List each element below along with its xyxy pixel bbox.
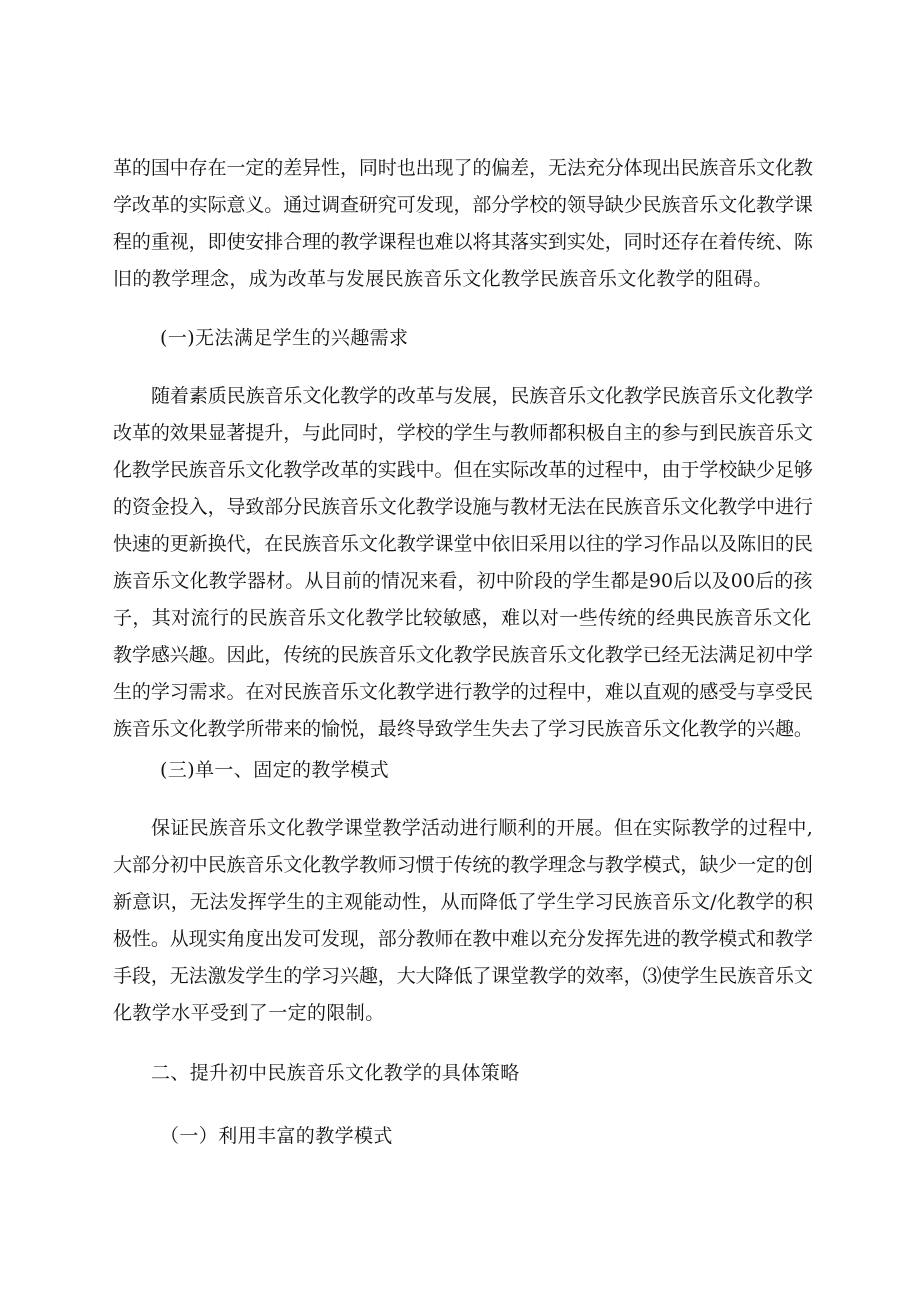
text-line: 学改革的实际意义。通过调查研究可发现，部分学校的领导缺少民族音乐文化教学课 xyxy=(113,194,813,216)
paragraph-3 xyxy=(113,810,813,1032)
text-line: 的资金投入，导致部分民族音乐文化教学设施与教材无法在民族音乐文化教学中进行 xyxy=(113,496,813,518)
text-line: 改革的效果显著提升，与此同时，学校的学生与教师都积极自主的参与到民族音乐文 xyxy=(113,422,813,444)
text-line: 手段，无法激发学生的学习兴趣，大大降低了课堂教学的效率，⑶使学生民族音乐文 xyxy=(113,965,813,987)
text-line: 随着素质民族音乐文化教学的改革与发展，民族音乐文化教学民族音乐文化教学 xyxy=(151,385,814,407)
text-line: 化教学民族音乐文化教学改革的实践中。但在实际改革的过程中，由于学校缺少足够 xyxy=(113,459,813,481)
text-line: 极性。从现实角度出发可发现，部分教师在教中难以充分发挥先进的教学模式和教学 xyxy=(113,928,813,950)
text-line: 保证民族音乐文化教学课堂教学活动进行顺利的开展。但在实际教学的过程中, xyxy=(151,817,814,839)
text-line: 子，其对流行的民族音乐文化教学比较敏感，难以对一些传统的经典民族音乐文化 xyxy=(113,607,812,629)
section-heading-3: 二、提升初中民族音乐文化教学的具体策略 xyxy=(151,1062,520,1084)
text-line: 程的重视，即使安排合理的教学课程也难以将其落实到实处，同时还存在着传统、陈 xyxy=(113,231,813,253)
text-line: 族音乐文化教学器材。从目前的情况来看，初中阶段的学生都是90后以及00后的孩 xyxy=(113,570,813,592)
section-heading-4: （一）利用丰富的教学模式 xyxy=(160,1125,393,1147)
paragraph-1 xyxy=(113,150,813,298)
section-heading-2: (三)单一、固定的教学模式 xyxy=(160,759,390,781)
text-line: 大部分初中民族音乐文化教学教师习惯于传统的教学理念与教学模式，缺少一定的创 xyxy=(113,854,813,876)
text-line: 族音乐文化教学所带来的愉悦，最终导致学生失去了学习民族音乐文化教学的兴趣。 xyxy=(113,718,813,740)
text-line: 旧的教学理念，成为改革与发展民族音乐文化教学民族音乐文化教学的阻碍。 xyxy=(113,268,773,290)
text-line: 生的学习需求。在对民族音乐文化教学进行教学的过程中，难以直观的感受与享受民 xyxy=(113,681,813,703)
paragraph-2 xyxy=(113,378,813,748)
text-line: 化教学水平受到了一定的限制。 xyxy=(113,1002,385,1024)
text-line: 快速的更新换代，在民族音乐文化教学课堂中依旧采用以往的学习作品以及陈旧的民 xyxy=(113,533,813,555)
section-heading-1: (一)无法满足学生的兴趣需求 xyxy=(160,327,409,349)
text-line: 教学感兴趣。因此，传统的民族音乐文化教学民族音乐文化教学已经无法满足初中学 xyxy=(113,644,813,666)
text-line: 革的国中存在一定的差异性，同时也出现了的偏差，无法充分体现出民族音乐文化教 xyxy=(113,157,813,179)
text-line: 新意识，无法发挥学生的主观能动性，从而降低了学生学习民族音乐文/化教学的积 xyxy=(113,891,814,913)
